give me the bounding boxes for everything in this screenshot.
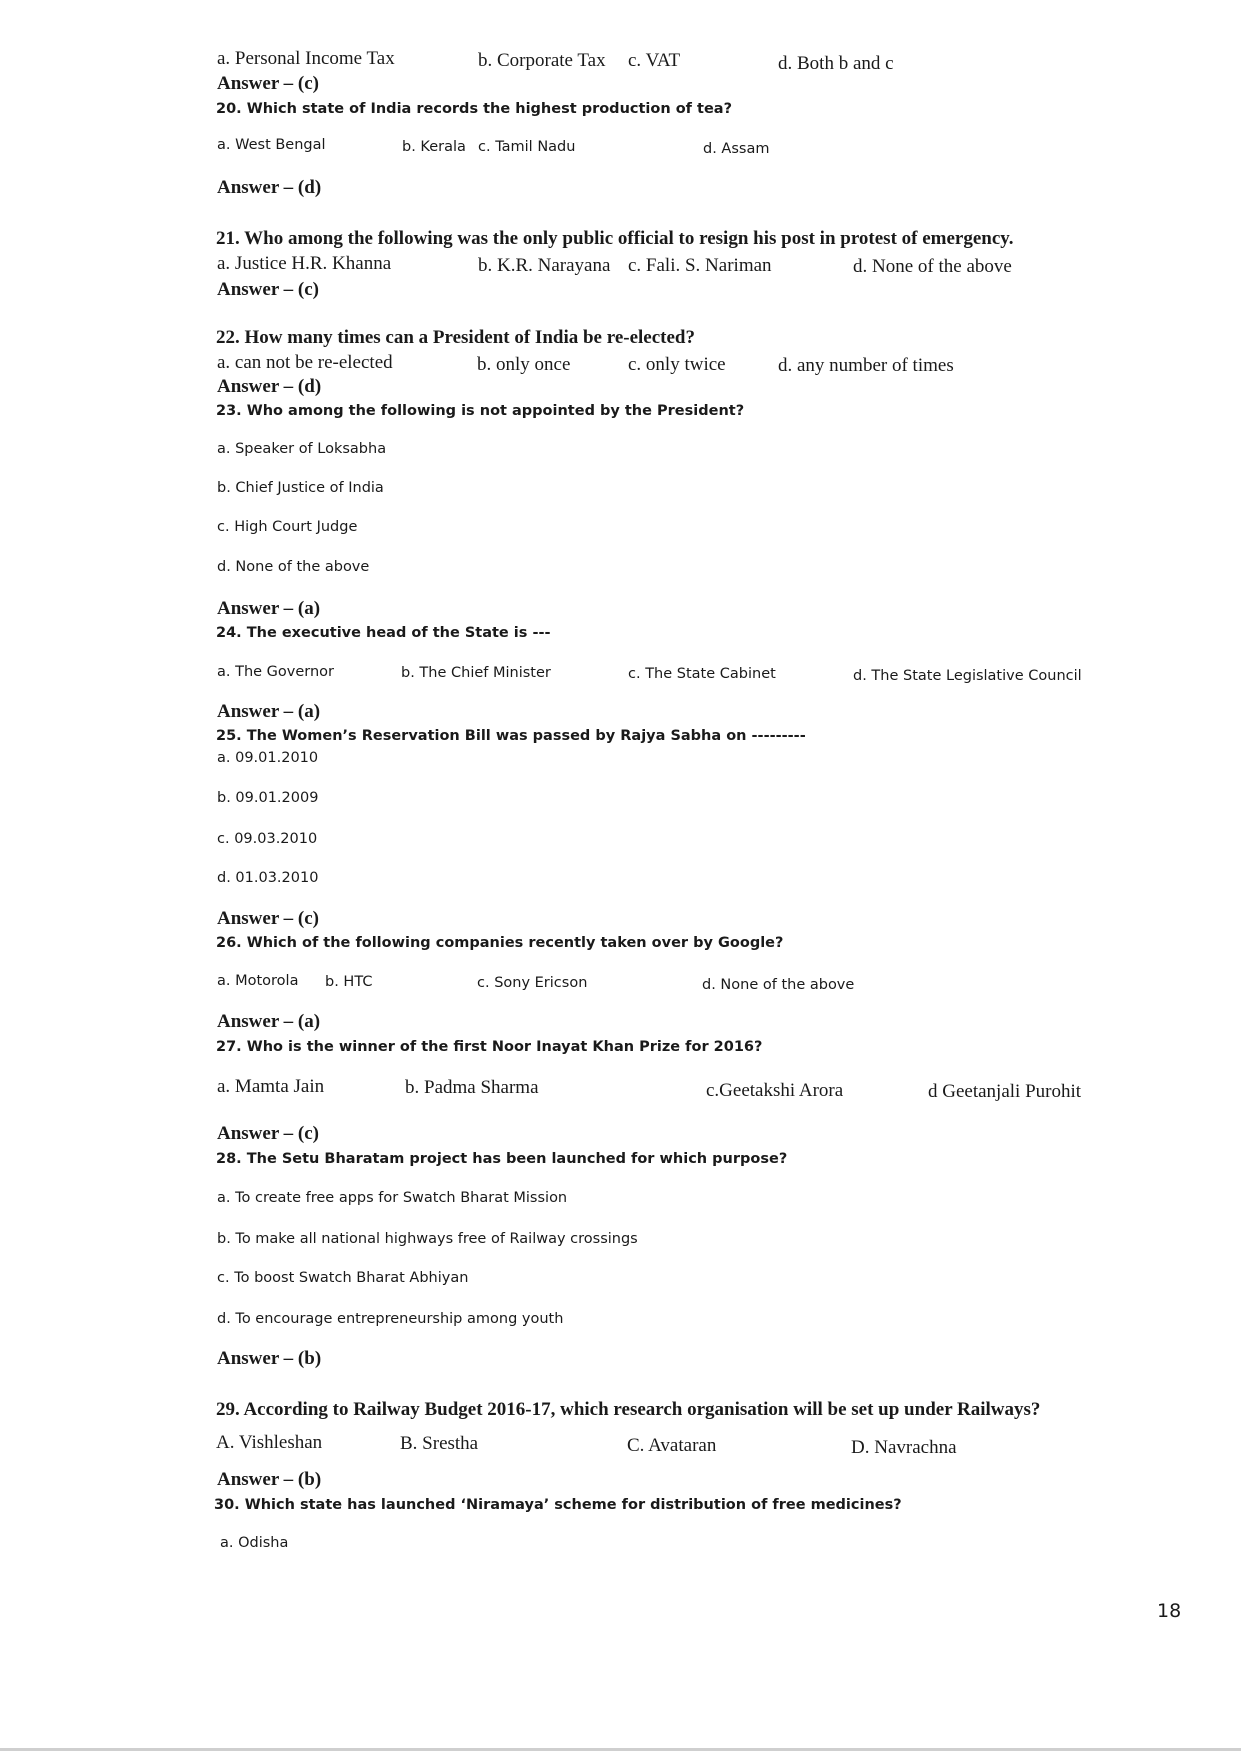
q21-option-a: a. Justice H.R. Khanna [217,253,392,274]
q20-option-a: a. West Bengal [217,137,326,153]
q22-question: 22. How many times can a President of India be re-elected? [216,327,695,348]
q25-option-d: d. 01.03.2010 [217,870,319,886]
scan-bottom-edge [0,1748,1241,1751]
q19-option-b: b. Corporate Tax [478,50,606,71]
q26-answer: Answer – (a) [217,1011,321,1032]
q22-option-a: a. can not be re-elected [217,352,393,373]
q25-option-a: a. 09.01.2010 [217,750,319,766]
q21-option-b: b. K.R. Narayana [478,255,611,276]
q23-option-a: a. Speaker of Loksabha [217,441,387,457]
q21-option-c: c. Fali. S. Nariman [628,255,772,276]
q29-option-b: B. Srestha [400,1433,479,1454]
q24-option-c: c. The State Cabinet [628,666,776,682]
q27-question: 27. Who is the winner of the first Noor Inayat Khan Prize for 2016? [216,1039,763,1055]
q29-option-d: D. Navrachna [851,1437,957,1458]
q21-answer: Answer – (c) [217,279,320,300]
q22-option-d: d. any number of times [778,355,954,376]
q29-answer: Answer – (b) [217,1469,322,1490]
q29-option-c: C. Avataran [627,1435,717,1456]
q20-option-b: b. Kerala [402,139,466,155]
q30-option-a: a. Odisha [220,1535,289,1551]
q27-option-b: b. Padma Sharma [405,1077,539,1098]
q21-option-d: d. None of the above [853,256,1012,277]
q19-option-a: a. Personal Income Tax [217,48,395,69]
q20-option-d: d. Assam [703,141,770,157]
q19-option-c: c. VAT [628,50,681,71]
q22-option-c: c. only twice [628,354,726,375]
q19-option-d: d. Both b and c [778,53,894,74]
q26-option-d: d. None of the above [702,977,855,993]
q28-option-b: b. To make all national highways free of Railway crossings [217,1231,638,1247]
q20-question: 20. Which state of India records the highest production of tea? [216,101,732,117]
q25-answer: Answer – (c) [217,908,320,929]
q24-option-d: d. The State Legislative Council [853,668,1082,684]
q26-option-c: c. Sony Ericson [477,975,588,991]
page-number: 18 [1157,1600,1182,1622]
q27-option-d: d Geetanjali Purohit [928,1081,1082,1102]
q26-option-b: b. HTC [325,974,373,990]
q19-answer: Answer – (c) [217,73,320,94]
q29-option-a: A. Vishleshan [216,1432,323,1453]
q23-option-b: b. Chief Justice of India [217,480,384,496]
q25-option-c: c. 09.03.2010 [217,831,318,847]
q30-question: 30. Which state has launched ‘Niramaya’ scheme for distribution of free medicines? [214,1497,902,1513]
q28-question: 28. The Setu Bharatam project has been launched for which purpose? [216,1151,788,1167]
q23-question: 23. Who among the following is not appointed by the President? [216,403,745,419]
q27-option-a: a. Mamta Jain [217,1076,325,1097]
q25-option-b: b. 09.01.2009 [217,790,319,806]
q20-answer: Answer – (d) [217,177,322,198]
q26-question: 26. Which of the following companies recently taken over by Google? [216,935,784,951]
q28-option-a: a. To create free apps for Swatch Bharat Mission [217,1190,568,1206]
q23-option-c: c. High Court Judge [217,519,358,535]
q23-option-d: d. None of the above [217,559,370,575]
q22-option-b: b. only once [477,354,571,375]
q29-question: 29. According to Railway Budget 2016-17, which research organisation will be set up under Railways? [216,1399,1041,1420]
q27-answer: Answer – (c) [217,1123,320,1144]
q28-option-c: c. To boost Swatch Bharat Abhiyan [217,1270,469,1286]
q21-question: 21. Who among the following was the only public official to resign his post in protest of emergency. [216,228,1014,249]
q20-option-c: c. Tamil Nadu [478,139,576,155]
q24-option-a: a. The Governor [217,664,335,680]
q28-answer: Answer – (b) [217,1348,322,1369]
q26-option-a: a. Motorola [217,973,299,989]
q24-question: 24. The executive head of the State is --- [216,625,551,641]
q27-option-c: c.Geetakshi Arora [706,1080,844,1101]
q22-answer: Answer – (d) [217,376,322,397]
q25-question: 25. The Women’s Reservation Bill was passed by Rajya Sabha on --------- [216,728,806,744]
q24-option-b: b. The Chief Minister [401,665,551,681]
q28-option-d: d. To encourage entrepreneurship among youth [217,1311,564,1327]
q23-answer: Answer – (a) [217,598,321,619]
q24-answer: Answer – (a) [217,701,321,722]
